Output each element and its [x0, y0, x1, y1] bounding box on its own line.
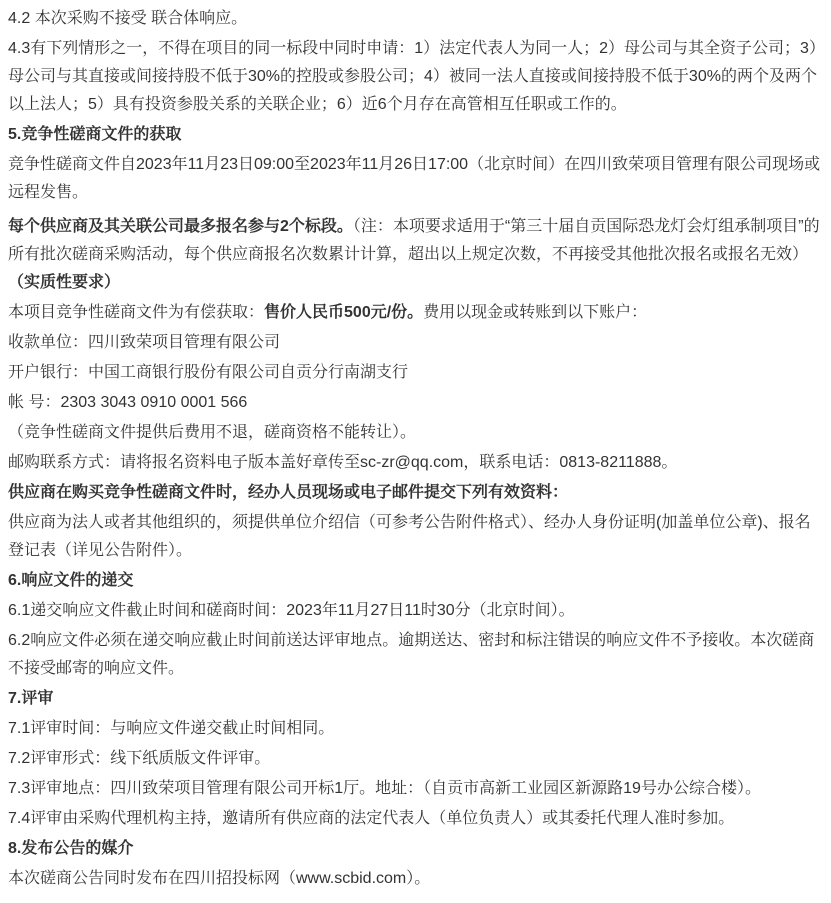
publish-media-line: 本次磋商公告同时发布在四川招投标网（www.scbid.com）。: [8, 870, 431, 887]
bid-limit-clause: [8, 213, 823, 297]
bid-limit-lead: 每个供应商及其关联公司最多报名参与2个标段。: [8, 218, 353, 235]
clause-6-1: 6.1递交响应文件截止时间和磋商时间：2023年11月27日11时30分（北京时间）。: [8, 602, 575, 619]
materials-requirement-heading: 供应商在购买竞争性磋商文件时，经办人员现场或电子邮件提交下列有效资料：: [8, 484, 569, 501]
bid-limit-requirement: （实质性要求）: [8, 274, 121, 291]
bank-line: 开户银行：中国工商银行股份有限公司自贡分行南湖支行: [8, 364, 409, 381]
document-issue-info: 竞争性磋商文件自2023年11月23日09:00至2023年11月26日17:00（北京时间）在四川致荣项目管理有限公司现场或远程发售。: [8, 156, 821, 201]
payee-line: 收款单位：四川致荣项目管理有限公司: [8, 334, 281, 351]
clause-4-3: 4.3有下列情形之一，不得在项目的同一标段中同时申请：1）法定代表人为同一人；2）母公司与其全资子公司；3）母公司与其直接或间接持股不低于30%的控股或参股公司；4）被同一法人直接或间接持股不低于30%的两个及两个以上法人；5）具有投资参股关系的关联企业；6）近6个月存在高管相互任职或工作的。: [8, 40, 817, 113]
section-8-heading: 8.发布公告的媒介: [8, 840, 134, 857]
refund-note: （竞争性磋商文件提供后费用不退，磋商资格不能转让）。: [8, 424, 417, 441]
mail-order-contact: 邮购联系方式：请将报名资料电子版本盖好章传至sc-zr@qq.com，联系电话：0813-8211888。: [8, 454, 678, 471]
clause-6-2: 6.2响应文件必须在递交响应截止时间前送达评审地点。逾期送达、密封和标注错误的响应文件不予接收。本次磋商不接受邮寄的响应文件。: [8, 632, 815, 677]
account-number-line: 帐 号：2303 3043 0910 0001 566: [8, 394, 248, 411]
section-7-heading: 7.评审: [8, 690, 54, 707]
bid-limit-note: （注：本项要求适用于“第三十届自贡国际恐龙灯会灯组承制项目”的所有批次磋商采购活动，每个供应商报名次数累计计算，超出以上规定次数，不再接受其他批次报名或报名无效）: [8, 218, 820, 263]
clause-7-2: 7.2评审形式：线下纸质版文件评审。: [8, 750, 271, 767]
clause-7-4: 7.4评审由采购代理机构主持，邀请所有供应商的法定代表人（单位负责人）或其委托代理人准时参加。: [8, 810, 735, 827]
clause-7-3: 7.3评审地点：四川致荣项目管理有限公司开标1厅。地址：（自贡市高新工业园区新源路19号办公综合楼）。: [8, 780, 761, 797]
section-6-heading: 6.响应文件的递交: [8, 572, 134, 589]
fee-suffix: 费用以现金或转账到以下账户：: [423, 304, 648, 321]
clause-4-2: 4.2 本次采购不接受 联合体响应。: [8, 10, 248, 27]
section-5-heading: 5.竞争性磋商文件的获取: [8, 126, 182, 143]
materials-detail: 供应商为法人或者其他组织的，须提供单位介绍信（可参考公告附件格式）、经办人身份证明(加盖单位公章)、报名登记表（详见公告附件）。: [8, 514, 811, 559]
clause-7-1: 7.1评审时间：与响应文件递交截止时间相同。: [8, 720, 335, 737]
procurement-notice-document: [8, 5, 823, 893]
document-fee-clause: [8, 299, 823, 327]
fee-price: 售价人民币500元/份。: [264, 304, 424, 321]
fee-prefix: 本项目竞争性磋商文件为有偿获取：: [8, 304, 265, 321]
